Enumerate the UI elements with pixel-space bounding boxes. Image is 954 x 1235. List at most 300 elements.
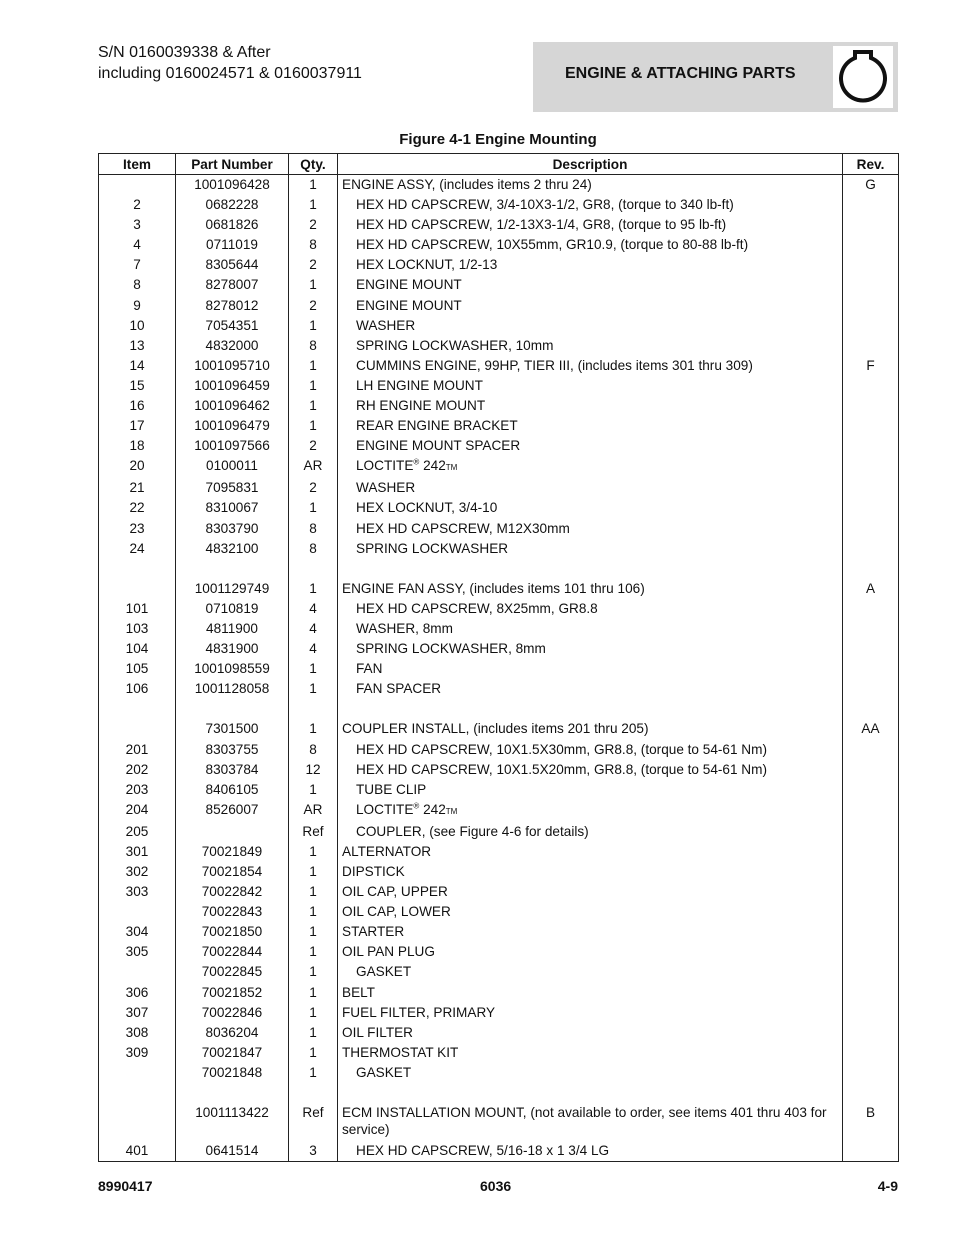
rev-cell — [843, 1083, 899, 1103]
column-header-part-number: Part Number — [176, 154, 289, 175]
item-cell: 9 — [99, 296, 176, 316]
description-cell — [338, 882, 843, 902]
description-text: BELT — [342, 984, 375, 1000]
description-cell — [338, 396, 843, 416]
table-header-row — [99, 154, 899, 175]
part-number-cell: 8305644 — [176, 255, 289, 275]
table-row — [99, 436, 899, 456]
qty-cell: 1 — [289, 1003, 338, 1023]
qty-cell: 1 — [289, 882, 338, 902]
rev-cell — [843, 1023, 899, 1043]
qty-cell: 8 — [289, 235, 338, 255]
description-text: SPRING LOCKWASHER, 10mm — [356, 337, 554, 353]
table-row — [99, 559, 899, 579]
description-text: OIL PAN PLUG — [342, 944, 435, 960]
footer-doc-number: 8990417 — [98, 1178, 153, 1194]
table-row — [99, 922, 899, 942]
item-cell: 13 — [99, 336, 176, 356]
rev-cell — [843, 679, 899, 699]
description-text: HEX HD CAPSCREW, 10X55mm, GR10.9, (torque to 80-88 lb-ft) — [356, 237, 749, 253]
description-text: ENGINE ASSY, (includes items 2 thru 24) — [342, 177, 592, 192]
section-title: ENGINE & ATTACHING PARTS — [565, 65, 796, 82]
qty-cell: 1 — [289, 962, 338, 982]
rev-cell — [843, 1043, 899, 1063]
parts-table — [98, 153, 899, 1162]
description-cell — [338, 416, 843, 436]
description-cell — [338, 1141, 843, 1162]
rev-cell — [843, 842, 899, 862]
part-number-cell: 8406105 — [176, 780, 289, 800]
part-number-cell: 8303790 — [176, 519, 289, 539]
description-cell — [338, 559, 843, 579]
description-text: LOCTITE — [356, 801, 414, 817]
part-number-cell: 4832100 — [176, 539, 289, 559]
rev-cell — [843, 519, 899, 539]
table-row — [99, 376, 899, 396]
qty-cell: Ref — [289, 822, 338, 842]
table-row — [99, 942, 899, 962]
rev-cell — [843, 822, 899, 842]
part-number-cell: 70021854 — [176, 862, 289, 882]
part-number-cell: 70022842 — [176, 882, 289, 902]
description-cell — [338, 356, 843, 376]
description-cell — [338, 1083, 843, 1103]
description-cell — [338, 1003, 843, 1023]
qty-cell: 1 — [289, 902, 338, 922]
part-number-cell: 4832000 — [176, 336, 289, 356]
description-text: LH ENGINE MOUNT — [356, 377, 483, 393]
description-text: HEX LOCKNUT, 1/2-13 — [356, 257, 498, 273]
description-text: ALTERNATOR — [342, 843, 432, 859]
description-suffix: 242 — [419, 801, 446, 817]
rev-cell — [843, 376, 899, 396]
rev-cell — [843, 275, 899, 295]
part-number-cell: 70022846 — [176, 1003, 289, 1023]
item-cell: 307 — [99, 1003, 176, 1023]
description-text: FAN — [356, 661, 383, 677]
column-header-description: Description — [338, 154, 843, 175]
table-row — [99, 275, 899, 295]
item-cell — [99, 175, 176, 196]
table-row — [99, 639, 899, 659]
qty-cell: 1 — [289, 195, 338, 215]
item-cell: 309 — [99, 1043, 176, 1063]
table-row — [99, 519, 899, 539]
table-row — [99, 699, 899, 719]
description-text: THERMOSTAT KIT — [342, 1044, 459, 1060]
qty-cell: 1 — [289, 416, 338, 436]
item-cell: 22 — [99, 498, 176, 518]
item-cell: 4 — [99, 235, 176, 255]
part-number-cell: 7095831 — [176, 478, 289, 498]
table-row — [99, 498, 899, 518]
item-cell: 106 — [99, 679, 176, 699]
table-row — [99, 882, 899, 902]
description-text: LOCTITE — [356, 458, 414, 474]
qty-cell: 2 — [289, 255, 338, 275]
item-cell: 15 — [99, 376, 176, 396]
qty-cell: 1 — [289, 1023, 338, 1043]
item-cell: 103 — [99, 619, 176, 639]
rev-cell — [843, 478, 899, 498]
rev-cell — [843, 942, 899, 962]
description-text: CUMMINS ENGINE, 99HP, TIER III, (includes items 301 thru 309) — [356, 357, 753, 373]
part-number-cell: 0710819 — [176, 599, 289, 619]
table-row — [99, 1141, 899, 1162]
description-cell — [338, 599, 843, 619]
item-cell: 10 — [99, 316, 176, 336]
description-cell — [338, 639, 843, 659]
registered-mark: ® — [413, 457, 420, 467]
description-text: HEX HD CAPSCREW, 10X1.5X20mm, GR8.8, (torque to 54-61 Nm) — [356, 761, 767, 777]
item-cell: 14 — [99, 356, 176, 376]
table-row — [99, 983, 899, 1003]
rev-cell — [843, 498, 899, 518]
table-row — [99, 780, 899, 800]
table-row — [99, 396, 899, 416]
rev-cell — [843, 456, 899, 478]
qty-cell: 1 — [289, 376, 338, 396]
item-cell: 401 — [99, 1141, 176, 1162]
part-number-cell — [176, 822, 289, 842]
qty-cell: 1 — [289, 719, 338, 739]
qty-cell: 1 — [289, 579, 338, 599]
table-row — [99, 679, 899, 699]
item-cell: 20 — [99, 456, 176, 478]
rev-cell — [843, 255, 899, 275]
item-cell: 204 — [99, 800, 176, 822]
description-cell — [338, 456, 843, 478]
description-text: HEX HD CAPSCREW, 5/16-18 x 1 3/4 LG — [356, 1143, 610, 1159]
qty-cell: 2 — [289, 215, 338, 235]
description-text: HEX HD CAPSCREW, 10X1.5X30mm, GR8.8, (torque to 54-61 Nm) — [356, 741, 767, 757]
qty-cell: 1 — [289, 316, 338, 336]
qty-cell: 1 — [289, 942, 338, 962]
part-number-cell: 1001096428 — [176, 175, 289, 196]
part-number-cell: 7301500 — [176, 719, 289, 739]
rev-cell — [843, 619, 899, 639]
item-cell: 16 — [99, 396, 176, 416]
description-text: OIL FILTER — [342, 1024, 414, 1040]
description-cell — [338, 436, 843, 456]
description-cell — [338, 1063, 843, 1083]
description-text: RH ENGINE MOUNT — [356, 398, 486, 414]
qty-cell: 1 — [289, 1063, 338, 1083]
description-cell — [338, 1103, 843, 1141]
rev-cell — [843, 215, 899, 235]
trademark-mark: TM — [445, 463, 458, 473]
description-cell — [338, 679, 843, 699]
item-cell: 21 — [99, 478, 176, 498]
qty-cell: 1 — [289, 679, 338, 699]
table-row — [99, 800, 899, 822]
description-cell — [338, 579, 843, 599]
description-cell — [338, 800, 843, 822]
description-cell — [338, 699, 843, 719]
qty-cell: 8 — [289, 336, 338, 356]
item-cell: 304 — [99, 922, 176, 942]
part-number-cell: 1001113422 — [176, 1103, 289, 1141]
rev-cell — [843, 1003, 899, 1023]
table-row — [99, 760, 899, 780]
qty-cell: 2 — [289, 478, 338, 498]
part-number-cell: 70021850 — [176, 922, 289, 942]
rev-cell — [843, 983, 899, 1003]
part-number-cell: 70021852 — [176, 983, 289, 1003]
table-row — [99, 1083, 899, 1103]
description-text: SPRING LOCKWASHER, 8mm — [356, 641, 546, 657]
item-cell: 308 — [99, 1023, 176, 1043]
part-number-cell: 70022843 — [176, 902, 289, 922]
description-cell — [338, 336, 843, 356]
table-row — [99, 659, 899, 679]
part-number-cell: 1001096479 — [176, 416, 289, 436]
rev-cell: G — [843, 175, 899, 196]
table-row — [99, 336, 899, 356]
footer-page-number: 4-9 — [877, 1178, 898, 1194]
description-text: WASHER — [356, 480, 416, 496]
description-cell — [338, 175, 843, 196]
column-header-rev: Rev. — [843, 154, 899, 175]
table-row — [99, 255, 899, 275]
table-body — [99, 175, 899, 1162]
table-row — [99, 1063, 899, 1083]
section-banner — [533, 42, 898, 112]
rev-cell — [843, 436, 899, 456]
part-number-cell: 70021849 — [176, 842, 289, 862]
rev-cell — [843, 559, 899, 579]
table-row — [99, 1103, 899, 1141]
item-cell — [99, 902, 176, 922]
rev-cell — [843, 1141, 899, 1162]
rev-cell — [843, 800, 899, 822]
qty-cell: 1 — [289, 659, 338, 679]
rev-cell — [843, 539, 899, 559]
description-text: STARTER — [342, 924, 405, 940]
description-cell — [338, 740, 843, 760]
item-cell — [99, 1103, 176, 1141]
item-cell: 301 — [99, 842, 176, 862]
rev-cell — [843, 195, 899, 215]
rev-cell — [843, 922, 899, 942]
registered-mark: ® — [413, 801, 420, 811]
part-number-cell: 1001098559 — [176, 659, 289, 679]
table-row — [99, 1043, 899, 1063]
description-cell — [338, 983, 843, 1003]
table-row — [99, 902, 899, 922]
qty-cell: 4 — [289, 639, 338, 659]
serial-number-block — [98, 42, 362, 84]
item-cell — [99, 559, 176, 579]
qty-cell — [289, 1083, 338, 1103]
rev-cell: F — [843, 356, 899, 376]
part-number-cell: 0711019 — [176, 235, 289, 255]
part-number-cell: 70022845 — [176, 962, 289, 982]
description-cell — [338, 376, 843, 396]
table-row — [99, 235, 899, 255]
item-cell — [99, 579, 176, 599]
item-cell: 303 — [99, 882, 176, 902]
figure-title: Figure 4-1 Engine Mounting — [399, 131, 597, 148]
table-row — [99, 1023, 899, 1043]
rev-cell — [843, 316, 899, 336]
description-text: ENGINE MOUNT — [356, 297, 462, 313]
part-number-cell: 8278012 — [176, 296, 289, 316]
item-cell: 8 — [99, 275, 176, 295]
description-cell — [338, 659, 843, 679]
qty-cell: 1 — [289, 356, 338, 376]
table-row — [99, 1003, 899, 1023]
part-number-cell: 7054351 — [176, 316, 289, 336]
description-text: DIPSTICK — [342, 864, 405, 879]
table-row — [99, 740, 899, 760]
qty-cell: 8 — [289, 740, 338, 760]
description-cell — [338, 1023, 843, 1043]
rev-cell — [843, 862, 899, 882]
part-number-cell — [176, 559, 289, 579]
table-row — [99, 579, 899, 599]
description-text: HEX HD CAPSCREW, 1/2-13X3-1/4, GR8, (torque to 95 lb-ft) — [356, 217, 727, 233]
description-cell — [338, 519, 843, 539]
description-cell — [338, 235, 843, 255]
table-row — [99, 842, 899, 862]
item-cell: 306 — [99, 983, 176, 1003]
description-text: HEX HD CAPSCREW, M12X30mm — [356, 520, 570, 536]
description-text: WASHER — [356, 317, 416, 333]
table-row — [99, 539, 899, 559]
item-cell: 17 — [99, 416, 176, 436]
table-row — [99, 962, 899, 982]
item-cell: 302 — [99, 862, 176, 882]
item-cell — [99, 699, 176, 719]
description-cell — [338, 719, 843, 739]
item-cell: 24 — [99, 539, 176, 559]
part-number-cell: 1001096462 — [176, 396, 289, 416]
description-cell — [338, 902, 843, 922]
item-cell: 105 — [99, 659, 176, 679]
table-row — [99, 215, 899, 235]
part-number-cell: 1001097566 — [176, 436, 289, 456]
rev-cell: B — [843, 1103, 899, 1141]
qty-cell: 4 — [289, 599, 338, 619]
column-header-qty: Qty. — [289, 154, 338, 175]
rev-cell: AA — [843, 719, 899, 739]
table-row — [99, 619, 899, 639]
item-cell: 201 — [99, 740, 176, 760]
rev-cell — [843, 740, 899, 760]
description-suffix: 242 — [419, 458, 446, 474]
description-cell — [338, 619, 843, 639]
item-cell: 23 — [99, 519, 176, 539]
description-cell — [338, 498, 843, 518]
description-text: OIL CAP, UPPER — [342, 884, 448, 900]
serial-number-line-2: including 0160024571 & 0160037911 — [98, 65, 362, 82]
qty-cell: 1 — [289, 922, 338, 942]
description-cell — [338, 780, 843, 800]
qty-cell: 1 — [289, 862, 338, 882]
qty-cell: AR — [289, 800, 338, 822]
part-number-cell: 0682228 — [176, 195, 289, 215]
serial-number-line-1: S/N 0160039338 & After — [98, 44, 271, 61]
description-cell — [338, 539, 843, 559]
qty-cell: AR — [289, 456, 338, 478]
qty-cell: 1 — [289, 1043, 338, 1063]
part-number-cell: 4831900 — [176, 639, 289, 659]
part-number-cell: 1001096459 — [176, 376, 289, 396]
table-row — [99, 175, 899, 196]
description-text: COUPLER, (see Figure 4-6 for details) — [356, 823, 589, 839]
table-row — [99, 195, 899, 215]
item-cell: 18 — [99, 436, 176, 456]
item-cell — [99, 1083, 176, 1103]
description-cell — [338, 760, 843, 780]
description-cell — [338, 842, 843, 862]
description-text: SPRING LOCKWASHER — [356, 540, 509, 556]
rev-cell — [843, 599, 899, 619]
column-header-item: Item — [99, 154, 176, 175]
table-row — [99, 356, 899, 376]
part-number-cell — [176, 699, 289, 719]
qty-cell: 1 — [289, 983, 338, 1003]
description-text: HEX HD CAPSCREW, 3/4-10X3-1/2, GR8, (torque to 340 lb-ft) — [356, 197, 734, 213]
item-cell: 202 — [99, 760, 176, 780]
part-number-cell: 0100011 — [176, 456, 289, 478]
qty-cell: 8 — [289, 539, 338, 559]
part-number-cell: 0641514 — [176, 1141, 289, 1162]
qty-cell: 1 — [289, 842, 338, 862]
description-cell — [338, 942, 843, 962]
qty-cell — [289, 559, 338, 579]
part-number-cell: 8036204 — [176, 1023, 289, 1043]
description-text: ENGINE MOUNT SPACER — [356, 438, 521, 454]
description-text: ENGINE FAN ASSY, (includes items 101 thru 106) — [342, 580, 645, 596]
item-cell — [99, 1063, 176, 1083]
qty-cell: 1 — [289, 396, 338, 416]
part-number-cell: 4811900 — [176, 619, 289, 639]
table-row — [99, 599, 899, 619]
item-cell: 2 — [99, 195, 176, 215]
table-row — [99, 719, 899, 739]
description-cell — [338, 822, 843, 842]
rev-cell — [843, 396, 899, 416]
description-cell — [338, 1043, 843, 1063]
description-text: ECM INSTALLATION MOUNT, (not available to order, see items 401 thru 403 for service) — [342, 1105, 827, 1138]
qty-cell: Ref — [289, 1103, 338, 1141]
item-cell: 203 — [99, 780, 176, 800]
item-cell — [99, 962, 176, 982]
rev-cell — [843, 235, 899, 255]
description-cell — [338, 316, 843, 336]
part-number-cell: 8303755 — [176, 740, 289, 760]
description-cell — [338, 862, 843, 882]
description-text: FUEL FILTER, PRIMARY — [342, 1004, 496, 1020]
description-text: REAR ENGINE BRACKET — [356, 418, 518, 434]
description-text: FAN SPACER — [356, 681, 442, 697]
rev-cell — [843, 639, 899, 659]
item-cell — [99, 719, 176, 739]
qty-cell: 1 — [289, 780, 338, 800]
item-cell: 101 — [99, 599, 176, 619]
description-text: WASHER, 8mm — [356, 620, 453, 636]
description-text: TUBE CLIP — [356, 781, 427, 797]
item-cell: 104 — [99, 639, 176, 659]
rev-cell — [843, 1063, 899, 1083]
rev-cell — [843, 659, 899, 679]
item-cell: 305 — [99, 942, 176, 962]
part-number-cell: 1001129749 — [176, 579, 289, 599]
description-text: GASKET — [356, 1064, 412, 1080]
description-cell — [338, 962, 843, 982]
